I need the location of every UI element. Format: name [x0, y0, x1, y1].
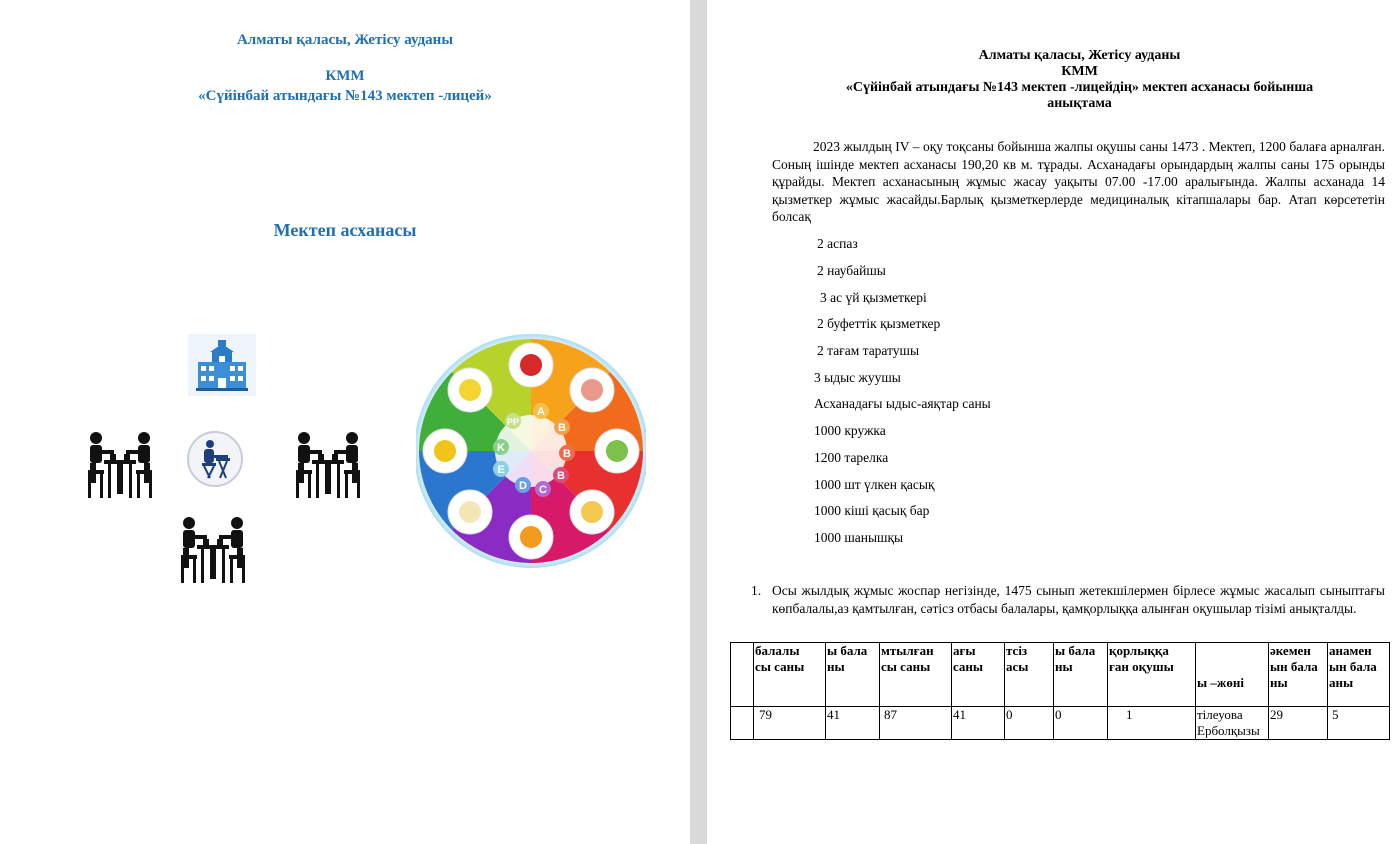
staff-item: 2 тағам таратушы	[817, 343, 920, 358]
school-building-icon	[188, 334, 256, 396]
table-header-cell: балалы сы саны	[754, 643, 826, 707]
document-page-right	[707, 0, 1392, 844]
vitamin-label: E	[497, 464, 505, 476]
table-cell: 79	[754, 707, 826, 740]
table-header-row	[731, 643, 1390, 707]
dish-item: 1000 кружка	[814, 423, 886, 438]
table-cell: 5	[1328, 707, 1390, 740]
city-title: Алматы қаласы, Жетісу ауданы	[236, 32, 454, 48]
vitamin-label: PP	[506, 417, 520, 427]
heading-line: «Сүйінбай атындағы №143 мектеп -лицейдің» мектеп асханасы бойынша	[845, 80, 1314, 95]
table-header-cell: ы бала ны	[826, 643, 880, 707]
dish-item: 1000 шт үлкен қасық	[814, 477, 935, 492]
list-number: 1.	[751, 583, 762, 598]
table-header-cell: қорлыққа ған оқушы	[1108, 643, 1196, 707]
table-cell: 1	[1108, 707, 1196, 740]
vitamin-label: D	[519, 480, 527, 492]
document-page-left	[0, 0, 690, 844]
students-table	[730, 642, 1390, 740]
table-cell: 29	[1269, 707, 1328, 740]
dish-item: 1200 тарелка	[814, 450, 889, 465]
student-desk-icon	[186, 428, 244, 490]
table-header-cell: тсіз асы	[1005, 643, 1054, 707]
table-cell: 0	[1054, 707, 1108, 740]
table-cell: 41	[826, 707, 880, 740]
table-header-cell	[731, 643, 754, 707]
dishes-title: Асханадағы ыдыс-аяқтар саны	[814, 396, 991, 411]
vitamin-label: A	[537, 406, 545, 418]
vitamin-label: B	[557, 470, 565, 482]
vitamin-label: B	[563, 448, 571, 460]
dining-table-icon	[294, 430, 362, 498]
vitamin-food-wheel-image	[416, 330, 646, 572]
table-header-cell: ағы саны	[952, 643, 1005, 707]
staff-item: 3 ыдыс жуушы	[814, 370, 901, 385]
table-header-cell: ы –жөні	[1196, 643, 1269, 707]
staff-item: 2 буфеттік қызметкер	[817, 316, 941, 331]
table-cell	[731, 707, 754, 740]
school-title: «Сүйінбай атындағы №143 мектеп -лицей»	[198, 88, 492, 104]
dining-table-icon	[86, 430, 154, 498]
dish-item: 1000 кіші қасық бар	[814, 503, 930, 518]
table-row	[731, 707, 1390, 740]
dish-item: 1000 шанышқы	[814, 530, 904, 545]
kmm-title: КММ	[325, 68, 365, 84]
table-header-cell: әкемен ын бала ны	[1269, 643, 1328, 707]
table-cell: тілеуова Ерболқызы	[1196, 707, 1269, 740]
heading-line: Алматы қаласы, Жетісу ауданы	[978, 48, 1181, 63]
table-cell: 41	[952, 707, 1005, 740]
dining-table-icon	[179, 515, 247, 583]
vitamin-label: B	[558, 422, 566, 434]
table-header-cell: анамен ын бала аны	[1328, 643, 1390, 707]
staff-item: 3 ас үй қызметкері	[820, 290, 927, 305]
heading-line: КММ	[1061, 64, 1098, 79]
table-cell: 0	[1005, 707, 1054, 740]
intro-paragraph: 2023 жылдың IV – оқу тоқсаны бойынша жалпы оқушы саны 1473 . Мектеп, 1200 балаға арналған. Соның ішінде мектеп асханасы 190,20 кв м. тұрады. Асханадағы орындардың жалпы саны 175 орынды құрайды. Мектеп асханасының жұмыс жасау уақыты 07.00 -17.00 аралығында. Жалпы асханада 14 қызметкер жұмыс жасайды.Барлық қызметкерлерде медициналық кітапшалары бар. Атап көрсететін болсақ	[772, 139, 1385, 224]
heading-line: анықтама	[1047, 96, 1112, 111]
vitamin-label: K	[497, 442, 505, 454]
staff-item: 2 аспаз	[817, 236, 858, 251]
page-gutter	[690, 0, 707, 844]
staff-item: 2 наубайшы	[817, 263, 886, 278]
vitamin-label: C	[539, 484, 547, 496]
table-header-cell: ы бала ны	[1054, 643, 1108, 707]
canteen-title: Мектеп асханасы	[273, 220, 417, 240]
table-header-cell: мтылған сы саны	[880, 643, 952, 707]
list-paragraph: Осы жылдық жұмыс жоспар негізінде, 1475 сынып жетекшілермен бірлесе жұмыс жасалып сыныптағы көпбалалы,аз қамтылған, сәтісз отбасы балалары, қамқорлыққа алынған оқушылар тізімі анықталды.	[772, 583, 1385, 616]
table-cell: 87	[880, 707, 952, 740]
